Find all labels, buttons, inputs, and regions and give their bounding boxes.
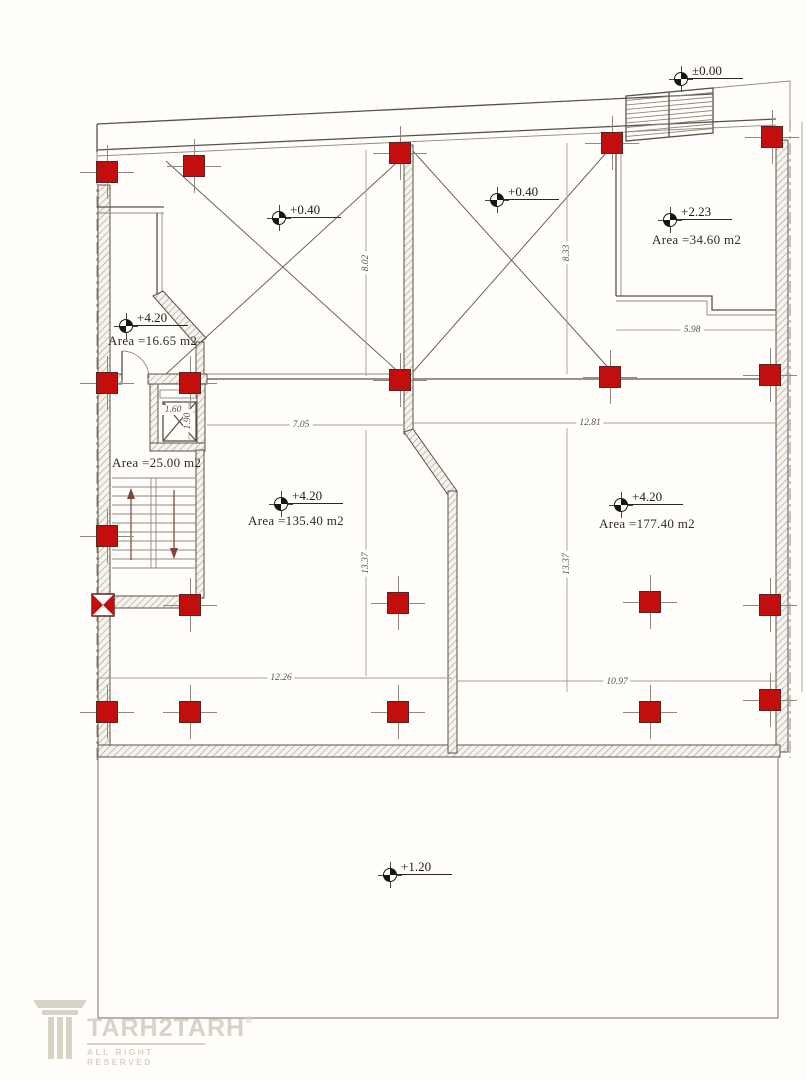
column-marker	[96, 161, 118, 183]
dimension-label: 10.97	[603, 677, 630, 687]
level-icon	[663, 213, 677, 227]
room-16-walls	[97, 207, 206, 376]
top-walls	[97, 81, 790, 156]
column-square	[387, 701, 409, 723]
area-label: Area =34.60 m2	[652, 232, 742, 247]
column-marker	[639, 591, 661, 613]
dimension-label: 8.02	[361, 252, 371, 275]
column-square	[639, 591, 661, 613]
column-square	[759, 364, 781, 386]
column-square	[639, 701, 661, 723]
dimension-label: 13.37	[562, 550, 572, 577]
column-marker	[389, 142, 411, 164]
column-marker	[599, 366, 621, 388]
dimension-label: 12.81	[576, 418, 603, 428]
level-value: +2.23	[681, 204, 712, 219]
dimension-label: 5.98	[681, 325, 704, 335]
column-square	[387, 592, 409, 614]
elevator	[150, 384, 205, 451]
column-marker	[179, 701, 201, 723]
column-square	[759, 594, 781, 616]
level-value: +1.20	[401, 859, 432, 874]
central-wall	[404, 145, 457, 753]
level-value: +4.20	[632, 489, 663, 504]
logo	[33, 996, 253, 1067]
level-icon	[674, 72, 688, 86]
level-icon	[274, 497, 288, 511]
x-bracing	[166, 144, 614, 377]
column-square	[601, 132, 623, 154]
area-label: Area =16.65 m2	[108, 333, 198, 348]
area-label: Area =177.40 m2	[599, 516, 695, 531]
dimension-label: 13.37	[361, 549, 371, 576]
column-marker	[96, 372, 118, 394]
column-marker	[179, 594, 201, 616]
column-marker	[759, 689, 781, 711]
section-marker	[91, 593, 115, 617]
column-square	[179, 372, 201, 394]
level-icon	[490, 193, 504, 207]
level-value: +0.40	[508, 184, 539, 199]
dimension-label: 8.33	[562, 242, 572, 265]
area-label: Area =25.00 m2	[112, 455, 202, 470]
column-square	[96, 701, 118, 723]
column-marker	[96, 525, 118, 547]
column-square	[96, 372, 118, 394]
level-icon	[614, 498, 628, 512]
yard-outline	[98, 757, 778, 1018]
brand-text: TARH2TARH	[87, 1014, 246, 1042]
level-icon	[119, 319, 133, 333]
column-marker	[387, 592, 409, 614]
dimension-label: 1.60	[162, 405, 185, 415]
level-icon	[272, 211, 286, 225]
level-value: ±0.00	[692, 63, 722, 78]
level-value: +4.20	[137, 310, 168, 325]
column-marker	[761, 126, 783, 148]
column-marker	[96, 701, 118, 723]
column-marker	[389, 369, 411, 391]
brand-name	[87, 1016, 253, 1041]
door	[122, 351, 149, 380]
logo-tagline: ALL RIGHT RESERVED	[87, 1043, 205, 1067]
column-square	[389, 369, 411, 391]
column-marker	[759, 364, 781, 386]
dimension-label: 12.26	[267, 673, 294, 683]
room-34-walls	[616, 140, 776, 315]
column-marker	[387, 701, 409, 723]
column-square	[599, 366, 621, 388]
column-square	[183, 155, 205, 177]
dimension-label: 7.05	[290, 420, 313, 430]
area-label: Area =135.40 m2	[248, 513, 344, 528]
column-marker	[639, 701, 661, 723]
column-marker	[601, 132, 623, 154]
level-value: +4.20	[292, 488, 323, 503]
column-square	[179, 701, 201, 723]
column-square	[389, 142, 411, 164]
column-marker	[183, 155, 205, 177]
column-marker	[759, 594, 781, 616]
registered-mark: ®	[245, 1015, 254, 1026]
column-square	[179, 594, 201, 616]
column-square	[96, 161, 118, 183]
pillar-icon	[33, 996, 93, 1060]
column-square	[759, 689, 781, 711]
level-icon	[383, 868, 397, 882]
level-value: +0.40	[290, 202, 321, 217]
column-marker	[179, 372, 201, 394]
dimension-label: 1.90	[183, 410, 193, 433]
column-square	[96, 525, 118, 547]
bowtie-icon	[91, 593, 115, 617]
ramp	[626, 88, 713, 141]
column-square	[761, 126, 783, 148]
